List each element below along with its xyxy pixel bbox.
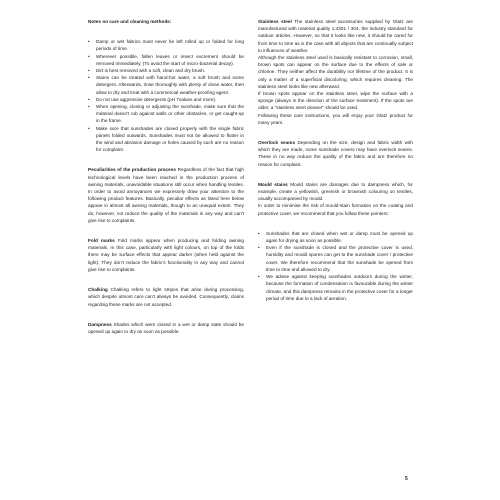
list-item: • Do not use aggressive detergents (pH 7values and more). (88, 96, 244, 103)
list-item: • Wherever possible, fallen leaves or insect excrement should be removed immediately. (To avoid the start of micro-bacterial decay). (88, 53, 244, 67)
overlock-seams-section (258, 139, 413, 168)
right-column (258, 18, 413, 302)
list-item: • Even if the sunshade is closed and the protective cover is used, humidity and mould spores can get to the sunshade cover / protective cover. We therefore recommend that the sunshade be opened from time to time and allowed to dry. (258, 244, 413, 273)
section-heading: Stainless steel (258, 19, 292, 24)
paragraph: Although the stainless steel used is basically resistant to corrosion, small, brown spots can appear on the surface due to the effects of sale or chlorine. They neither affect the durability nor lifetime of the product. It is only a matter of a superficial discoloring, which requires cleaning. The stainless steel looks like new afterward. (258, 55, 413, 89)
fold-marks-section (88, 237, 244, 273)
section-text: The stainless steel accessories supplied by Glatz are manufactured with material quality 1.4301 / 304, the industry standard for outdoor articles. However, so that it looks like new, it should be cared for from time to time as is the case with all objects that are continually subject to influences of weather. (258, 19, 413, 53)
paragraph: If brown spots appear on the stainless steel, wipe the surface with a sponge (always in the direction of the surface treatment). If the spots are older, a “stainless steel cleaner” should be used. (258, 91, 413, 111)
section-text: Depending on the size, design and fabric width with which they are made, some sunshade covers may have overlock seams. These in no way reduce the quality of the fabric and are therefore no reason for complaint. (258, 140, 414, 167)
care-notes-title: Notes on care and cleaning methods: (88, 19, 172, 24)
section-heading: Peculiarities of the production process (88, 167, 176, 173)
list-item: • Sunshades that are closed when wet or damp must be opened up again for drying as soon as possible. (258, 230, 413, 244)
paragraph (258, 181, 413, 203)
mould-stains-section (258, 181, 413, 217)
section-heading: Fold marks (88, 238, 115, 244)
section-heading: Mould stains (258, 181, 288, 187)
list-item: • Damp or wet fabrics must never be left rolled up or folded for long periods of time. (88, 38, 244, 52)
section-heading: Dampness (88, 321, 112, 327)
list-item: • Stains can be treated with hand-hot water, a soft brush and some detergent. Afterwards, rinse thoroughly with plenty of clean water, then allow to dry and treat with a commercial weather-proofing agent. (88, 74, 244, 96)
section-text: Fold marks appear when producing and folding awning materials. In this case, particularly with light colours, on top of the folds there may be surface effects that appear darker (when held against the light). They don't reduce the fabric's functionality in any way and cannot give rise to complaints. (88, 238, 244, 272)
section-text: Chalking refers to light stripes that arise during processing, which despite utmost care can't always be avoided. Consequently, claims regarding these marks are not accepted. (88, 287, 244, 307)
section-text: Shades which were closed in a wet or damp state should be opened up again to dry as soon as possible. (88, 321, 244, 334)
stainless-steel-section (258, 18, 413, 126)
care-notes-list (88, 38, 244, 153)
mould-prevention-list (258, 230, 413, 302)
paragraph (258, 18, 413, 54)
paragraph: In order to minimise the risk of mould-stain formation on the coating and protective cover, we recommend that you follow these pointers: (258, 203, 413, 216)
page-number: 5 (405, 476, 408, 482)
list-item: • Dirt is best removed with a soft, clean and dry brush. (88, 67, 244, 74)
chalking-section (88, 286, 244, 308)
list-item: • We advise against keeping sunshades outdoors during the winter, because the formation of condensation is favourable during the winter climate, and this dampness remains in the protective cover for a longer period of time due to a lack of aeration. (258, 273, 413, 302)
dampness-section (88, 321, 244, 335)
list-item: • Make sure that sunshades are closed properly with the single fabric panels folded outwards. Sunshades must not be allowed to flutter in the wind and abrasion damage or holes caused by such are no reason for complaint. (88, 125, 244, 154)
left-column (88, 18, 244, 335)
section-text: Mould stains are damages due to dampness which, for example, create a yellowish, greenish or brownish colouring on textiles, usually accompanied by mould. (258, 181, 413, 202)
production-process-section (88, 166, 244, 224)
list-item: • When opening, closing or adjusting the sunshade, make sure that the material doesn't rub against walls or other obstacles, or get caught-up in the frame. (88, 103, 244, 125)
section-heading: Overlock seams (258, 140, 296, 146)
section-heading: Chalking (88, 287, 108, 293)
section-text: Regardless of the fact that high technological levels have been reached in the production process of awning materials, unavoidable situations still occur when handling textiles. In order to avoid annoyances we expressely draw your attention to the following product features. Basically, peculiar effects as listed here below appear in almost all awning materials, though to an unequal extent. They do, however, not reduce the quality of the materials in any way and can't give rise to complaints. (88, 167, 244, 223)
paragraph: Following these care instructions, you will enjoy your Glatz product for many years. (258, 112, 413, 125)
